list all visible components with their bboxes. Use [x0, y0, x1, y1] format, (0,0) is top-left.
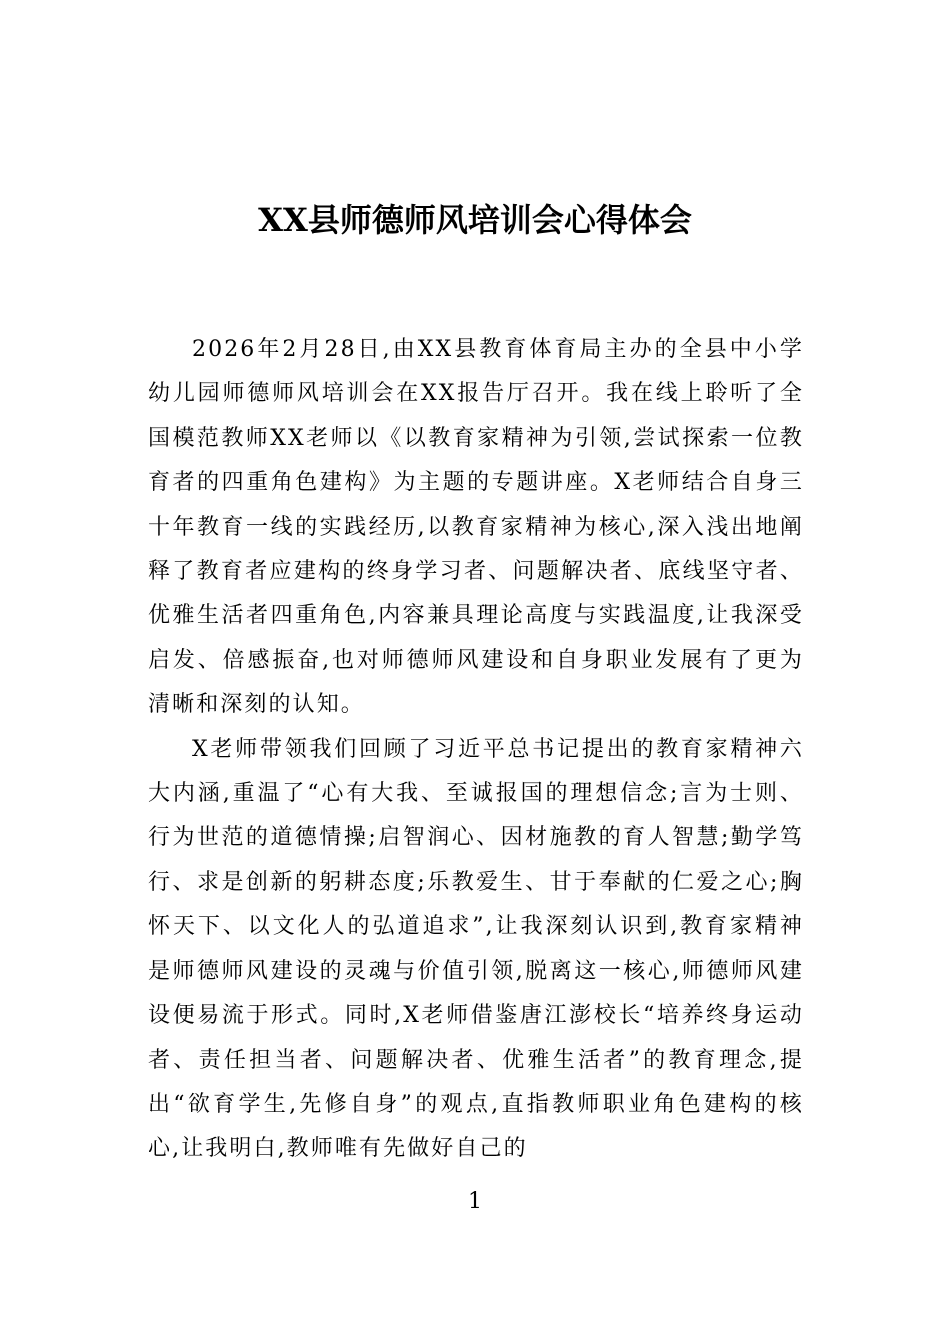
page-number: 1	[468, 1189, 482, 1214]
paragraph-2: X老师带领我们回顾了习近平总书记提出的教育家精神六大内涵,重温了“心有大我、至诚报国的理想信念;言为士则、行为世范的道德情操;启智润心、因材施教的育人智慧;勤学笃行、求是创新的躬耕态度;乐教爱生、甘于奉献的仁爱之心;胸怀天下、以文化人的弘道追求”,让我深刻认识到,教育家精神是师德师风建设的灵魂与价值引领,脱离这一核心,师德师风建设便易流于形式。同时,X老师借鉴唐江澎校长“培养终身运动者、责任担当者、问题解决者、优雅生活者”的教育理念,提出“欲育学生,先修自身”的观点,直指教师职业角色建构的核心,让我明白,教师唯有先做好自己的	[148, 736, 804, 1162]
paragraph-1: 2026年2月28日,由XX县教育体育局主办的全县中小学幼儿园师德师风培训会在XX报告厅召开。我在线上聆听了全国模范教师XX老师以《以教育家精神为引领,尝试探索一位教育者的四重角色建构》为主题的专题讲座。X老师结合自身三十年教育一线的实践经历,以教育家精神为核心,深入浅出地阐释了教育者应建构的终身学习者、问题解决者、底线坚守者、优雅生活者四重角色,内容兼具理论高度与实践温度,让我深受启发、倍感振奋,也对师德师风建设和自身职业发展有了更为清晰和深刻的认知。	[148, 337, 804, 718]
document-title: XX县师德师风培训会心得体会	[258, 201, 692, 239]
document-body	[148, 328, 804, 1172]
